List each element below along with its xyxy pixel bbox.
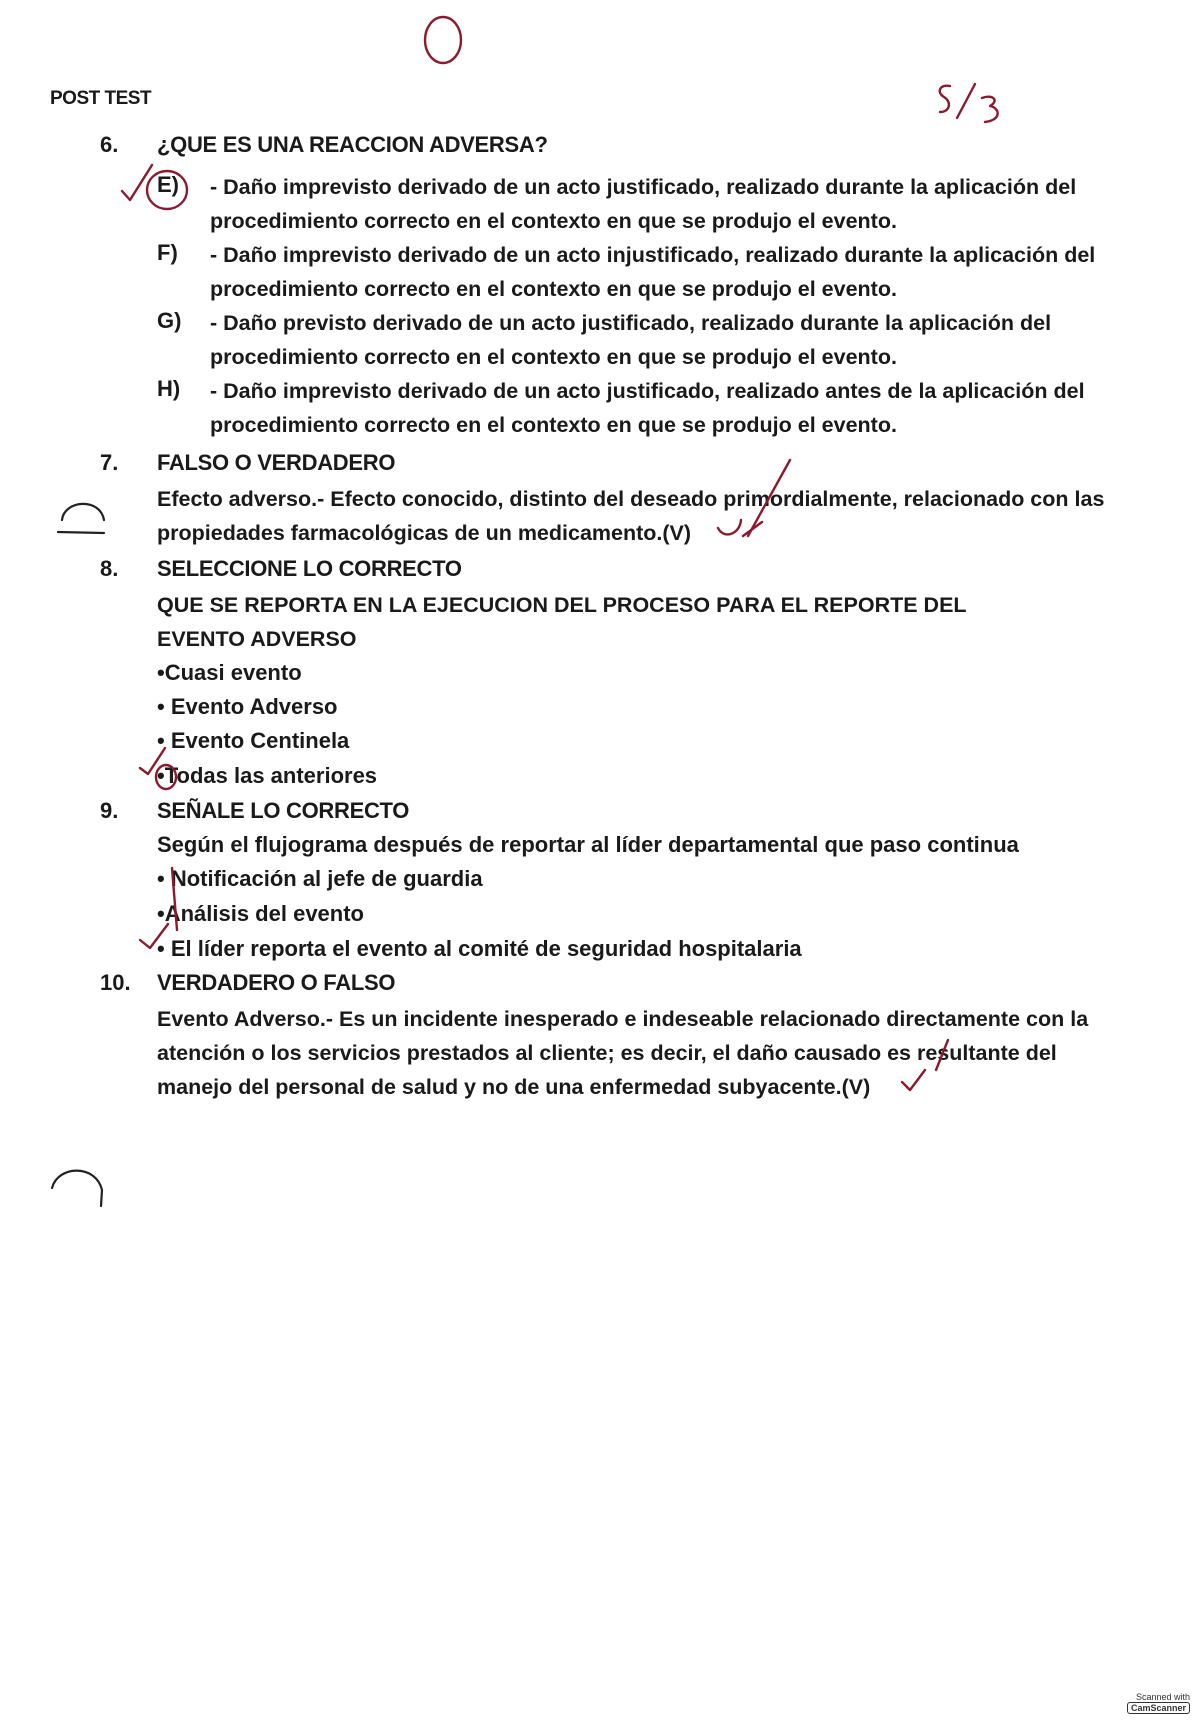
question-7-statement: Efecto adverso.- Efecto conocido, distinto del deseado primordialmente, relacionado con las propiedades farmacológicas de un medicamento.(V) xyxy=(157,487,1105,545)
question-6-option-g-text: - Daño previsto derivado de un acto justificado, realizado durante la aplicación del procedimiento correcto en el contexto en que se produjo el evento. xyxy=(210,311,1052,369)
question-10-title: VERDADERO O FALSO xyxy=(157,970,396,995)
question-6-option-h-letter: H) xyxy=(157,376,181,401)
q7-check-icon xyxy=(718,460,790,536)
q10-check-icon xyxy=(902,1040,948,1090)
question-6-option-f-letter: F) xyxy=(157,240,178,265)
question-6-option-h-text: - Daño imprevisto derivado de un acto justificado, realizado antes de la aplicación del procedimiento correcto en el contexto en que se produjo el evento. xyxy=(210,379,1085,437)
question-6-option-e-letter: E) xyxy=(157,172,179,197)
question-8-option-2: • Evento Adverso xyxy=(157,694,338,719)
question-9-title: SEÑALE LO CORRECTO xyxy=(157,798,410,823)
scanner-watermark-brand: CamScanner xyxy=(1127,1702,1190,1714)
question-9-option-2: •Análisis del evento xyxy=(157,901,364,926)
margin-arc-mark-lower xyxy=(52,1171,102,1206)
scanner-watermark-line1: Scanned with xyxy=(1135,1692,1190,1702)
question-9-option-3: • El líder reporta el evento al comité de seguridad hospitalaria xyxy=(157,936,802,961)
question-8-option-3: • Evento Centinela xyxy=(157,728,350,753)
question-9-subtitle: Según el flujograma después de reportar al líder departamental que paso continua xyxy=(157,832,1019,857)
margin-arc-mark xyxy=(62,504,104,520)
q8-check-icon xyxy=(140,748,176,789)
question-7-title: FALSO O VERDADERO xyxy=(157,450,396,475)
question-8-title: SELECCIONE LO CORRECTO xyxy=(157,556,462,581)
q6-check-icon xyxy=(122,165,187,209)
page-title: POST TEST xyxy=(50,88,152,109)
question-8-number: 8. xyxy=(100,556,119,581)
question-8-subtitle: QUE SE REPORTA EN LA EJECUCION DEL PROCESO PARA EL REPORTE DEL EVENTO ADVERSO xyxy=(157,593,967,651)
page-number-circle xyxy=(425,17,461,63)
question-6-option-g-letter: G) xyxy=(157,308,182,333)
question-9-number: 9. xyxy=(100,798,119,823)
scanner-watermark xyxy=(1127,1692,1190,1714)
question-6-title: ¿QUE ES UNA REACCION ADVERSA? xyxy=(157,132,548,157)
question-9-option-1: • Notificación al jefe de guardia xyxy=(157,866,483,891)
question-6-option-f-text: - Daño imprevisto derivado de un acto injustificado, realizado durante la aplicación del procedimiento correcto en el contexto en que se produjo el evento. xyxy=(210,243,1096,301)
question-8-option-4: •Todas las anteriores xyxy=(157,763,378,788)
question-10-statement: Evento Adverso.- Es un incidente inesperado e indeseable relacionado directamente con la atención o los servicios prestados al cliente; es decir, el daño causado es resultante del manejo del personal de salud y no de una enfermedad subyacente.(V) xyxy=(157,1007,1089,1099)
question-7-number: 7. xyxy=(100,450,119,475)
question-10-number: 10. xyxy=(100,970,131,995)
question-8-option-1: •Cuasi evento xyxy=(157,660,302,685)
score-mark xyxy=(940,84,998,122)
question-6-option-e-text: - Daño imprevisto derivado de un acto justificado, realizado durante la aplicación del procedimiento correcto en el contexto en que se produjo el evento. xyxy=(210,175,1077,233)
q9-check-icon xyxy=(140,868,177,948)
question-6-number: 6. xyxy=(100,132,119,157)
margin-line-mark xyxy=(58,532,104,533)
